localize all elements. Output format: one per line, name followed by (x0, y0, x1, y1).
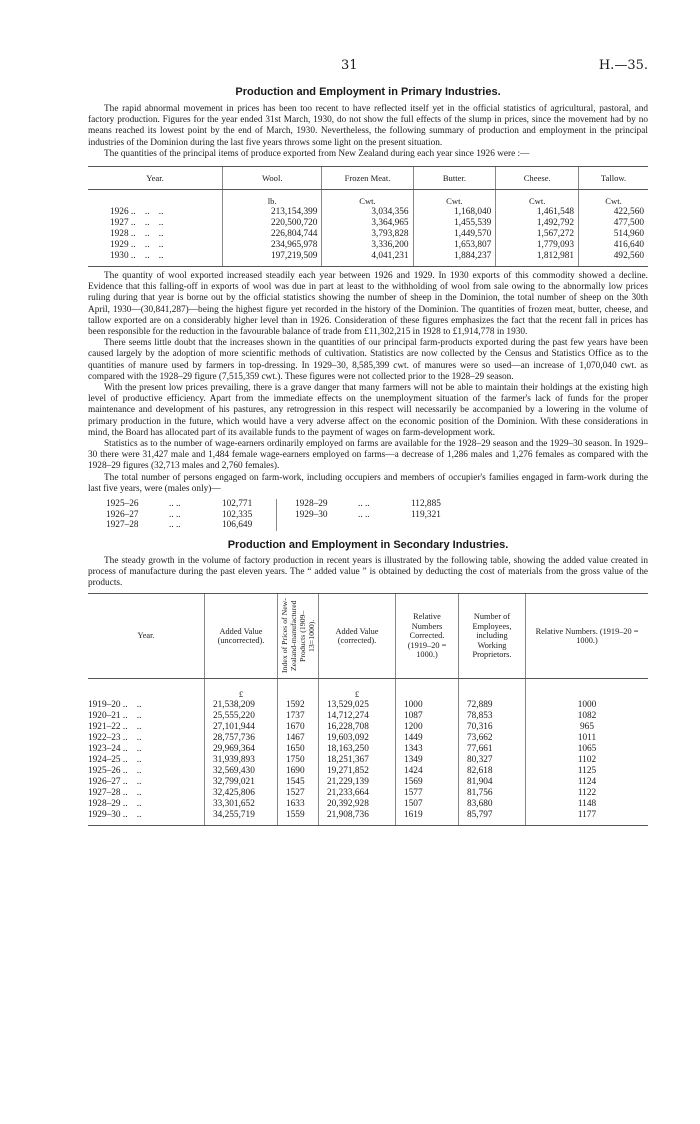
value-cell: 1690 (278, 766, 319, 777)
value-cell: 1569 (396, 777, 459, 788)
value-cell: 1,653,807 (413, 240, 496, 251)
year-cell: 1928 .. .. .. (110, 229, 164, 240)
value-cell: 1577 (396, 788, 459, 799)
value-cell: 73,662 (459, 733, 526, 744)
unit-cell (88, 190, 223, 208)
unit-cell (396, 679, 459, 701)
units-row (88, 679, 648, 701)
value-cell: 1000 (526, 700, 649, 711)
value-cell: 1,168,040 (413, 207, 496, 218)
value-cell: 16,228,708 (319, 722, 396, 733)
value-cell: 1,455,539 (413, 218, 496, 229)
value-cell: 3,793,828 (322, 229, 413, 240)
col-relative-numbers: Relative Numbers. (1919–20 = 1000.) (526, 594, 649, 679)
unit-cell (526, 679, 649, 701)
value-cell: 81,904 (459, 777, 526, 788)
col-tallow: Tallow. (579, 167, 648, 190)
factory-production-table (88, 593, 648, 826)
value-cell: 514,960 (579, 229, 648, 240)
value-cell: 416,640 (579, 240, 648, 251)
value-cell: 226,804,744 (223, 229, 322, 240)
value-cell: 1467 (278, 733, 319, 744)
wage-earners-paragraph: Statistics as to the number of wage-earners ordinarily employed on farms are available for the 1928–29 season and the 1929–30 season. In 1929–30 there were 31,427 male and 1,484 female wage-earners employed on farms—a decrease of 1,286 males and 1,276 females as compared with the 1928–29 figures (32,713 males and 2,760 females). (88, 439, 648, 472)
value-cell: 1122 (526, 788, 649, 799)
table-row (88, 711, 648, 722)
section-primary-title: Production and Employment in Primary Industries. (235, 86, 501, 98)
value-cell: 21,908,736 (319, 810, 396, 826)
spacer-cell (465, 510, 648, 521)
value-cell: 1000 (396, 700, 459, 711)
value-cell: 32,425,806 (205, 788, 278, 799)
value-cell: 81,756 (459, 788, 526, 799)
year-cell: 1919–20 .. .. (88, 700, 142, 711)
value-cell: 32,569,430 (205, 766, 278, 777)
year-cell: 1929 .. .. .. (110, 240, 164, 251)
count-cell: 119,321 (411, 509, 441, 520)
value-cell: 1592 (278, 700, 319, 711)
value-cell: 1011 (526, 733, 649, 744)
value-cell: 19,271,852 (319, 766, 396, 777)
table-row (88, 788, 648, 799)
leader-dots: .. .. (169, 499, 181, 510)
unit-cell: Cwt. (322, 190, 413, 208)
value-cell: 27,101,944 (205, 722, 278, 733)
value-cell: 234,965,978 (223, 240, 322, 251)
value-cell: 1349 (396, 755, 459, 766)
value-cell: 422,560 (579, 207, 648, 218)
exports-table (88, 166, 648, 267)
value-cell: 1750 (278, 755, 319, 766)
value-cell: 3,034,356 (322, 207, 413, 218)
value-cell: 21,538,209 (205, 700, 278, 711)
table-row (88, 810, 648, 826)
value-cell: 1,812,981 (496, 251, 579, 267)
value-cell: 1,461,548 (496, 207, 579, 218)
list-item (88, 510, 648, 521)
primary-intro-paragraph: The rapid abnormal movement in prices has been too recent to have reflected itself yet in the official statistics of agricultural, pastoral, and factory production. Figures for the year ended 31st March, 1930, do not show the full effects of the slump in prices, since the movement had by no means reached its lowest point by the end of March, 1930. Nevertheless, the following summary of production and employment in the principal industries of the Dominion during the last five years throws some light on the present situation. (88, 104, 648, 148)
col-relative-corrected: Relative Numbers Corrected. (1919–20 = 1000.) (396, 594, 459, 679)
value-cell: 70,316 (459, 722, 526, 733)
value-cell: 4,041,231 (322, 251, 413, 267)
unit-cell: £ (319, 679, 396, 701)
value-cell: 83,680 (459, 799, 526, 810)
value-cell: 1,492,792 (496, 218, 579, 229)
farm-work-paragraph: The total number of persons engaged on farm-work, including occupiers and members of occupier's families engaged in farm-work during the last five years, were (males only)— (88, 472, 648, 494)
count-cell: 112,885 (411, 499, 441, 510)
unit-cell (88, 679, 205, 701)
value-cell: 19,603,092 (319, 733, 396, 744)
unit-cell (459, 679, 526, 701)
value-cell: 1545 (278, 777, 319, 788)
unit-cell: Cwt. (413, 190, 496, 208)
value-cell: 1650 (278, 744, 319, 755)
list-item (88, 520, 648, 531)
table-row (88, 733, 648, 744)
low-prices-paragraph: With the present low prices prevailing, there is a grave danger that many farmers will not be able to maintain their holdings at the existing high level of productive efficiency. Apart from the immediate effects on the unemployment situation of the farmer's lack of funds for the proper maintenance and development of his pastures, any retrogression in this respect will necessarily be accompanied by a lowering in the volume of primary production in the future, which would have a very adverse affect on the economic position of the Dominion. With these considerations in mind, the Board has allocated part of its available funds to the payment of wages on farm-development work. (88, 383, 648, 438)
year-cell: 1923–24 .. .. (88, 744, 142, 755)
value-cell: 1200 (396, 722, 459, 733)
value-cell: 1065 (526, 744, 649, 755)
value-cell: 1633 (278, 799, 319, 810)
spacer-cell (465, 520, 648, 531)
col-added-value-corrected: Added Value (corrected). (319, 594, 396, 679)
value-cell: 21,229,139 (319, 777, 396, 788)
value-cell: 18,163,250 (319, 744, 396, 755)
units-row (88, 190, 648, 208)
table-row (88, 240, 648, 251)
value-cell: 1507 (396, 799, 459, 810)
value-cell: 18,251,367 (319, 755, 396, 766)
value-cell: 78,853 (459, 711, 526, 722)
leader-dots: .. .. (169, 520, 181, 531)
value-cell: 1177 (526, 810, 649, 826)
col-wool: Wool. (223, 167, 322, 190)
value-cell: 1,779,093 (496, 240, 579, 251)
value-cell: 1087 (396, 711, 459, 722)
unit-cell: Cwt. (496, 190, 579, 208)
season-cell: 1928–29 (277, 499, 355, 510)
value-cell: 1449 (396, 733, 459, 744)
exports-intro-paragraph: The quantities of the principal items of produce exported from New Zealand during each year since 1926 were :— (104, 148, 530, 159)
value-cell: 477,500 (579, 218, 648, 229)
season-cell: 1926–27 (106, 509, 139, 520)
value-cell: 13,529,025 (319, 700, 396, 711)
value-cell: 1148 (526, 799, 649, 810)
col-frozen-meat: Frozen Meat. (322, 167, 413, 190)
table-row (88, 229, 648, 240)
unit-cell: £ (205, 679, 278, 701)
count-cell (407, 520, 465, 531)
col-butter: Butter. (413, 167, 496, 190)
leader-dots: .. .. (358, 499, 370, 510)
value-cell: 1670 (278, 722, 319, 733)
value-cell: 33,301,652 (205, 799, 278, 810)
table-row (88, 722, 648, 733)
table-row (88, 799, 648, 810)
season-cell: 1929–30 (277, 510, 355, 521)
value-cell: 29,969,364 (205, 744, 278, 755)
year-cell: 1922–23 .. .. (88, 733, 142, 744)
document-reference: H.—35. (598, 58, 648, 73)
value-cell: 1559 (278, 810, 319, 826)
count-cell: 102,771 (222, 499, 253, 510)
wool-paragraph: The quantity of wool exported increased steadily each year between 1926 and 1929. In 1930 exports of this commodity showed a decline. Evidence that this falling-off in exports of wool was due in part at least to the withholding of wool from sale owing to the abnormally low prices ruling during that year is borne out by the official statistics showing the number of sheep in the Dominion, the total number of sheep on the 30th April, 1930—(30,841,287)—being the highest figure yet recorded in the history of the Dominion. The quantities of frozen meat, butter, cheese, and tallow exported are on a considerably higher level than in 1926. Consideration of these figures emphasizes the fact that the recent fall in prices has been responsible for the reduction in the favourable balance of trade from £11,302,215 in 1928 to £1,914,778 in 1930. (88, 271, 648, 338)
value-cell: 82,618 (459, 766, 526, 777)
season-cell: 1925–26 (106, 499, 139, 510)
table-row (88, 700, 648, 711)
col-price-index (278, 594, 319, 679)
value-cell: 220,500,720 (223, 218, 322, 229)
table-row (88, 207, 648, 218)
value-cell: 213,154,399 (223, 207, 322, 218)
unit-cell: Cwt. (579, 190, 648, 208)
year-cell: 1926–27 .. .. (88, 777, 142, 788)
leader-dots: .. .. (169, 509, 181, 520)
value-cell: 72,889 (459, 700, 526, 711)
exports-table-header (88, 167, 648, 190)
year-cell: 1920–21 .. .. (88, 711, 142, 722)
value-cell: 85,797 (459, 810, 526, 826)
value-cell: 31,939,893 (205, 755, 278, 766)
value-cell: 1125 (526, 766, 649, 777)
year-cell: 1925–26 .. .. (88, 766, 142, 777)
col-cheese: Cheese. (496, 167, 579, 190)
value-cell: 1082 (526, 711, 649, 722)
year-cell: 1927–28 .. .. (88, 788, 142, 799)
value-cell: 1527 (278, 788, 319, 799)
year-cell: 1929–30 .. .. (88, 810, 205, 826)
value-cell: 1,449,570 (413, 229, 496, 240)
value-cell: 1343 (396, 744, 459, 755)
value-cell: 28,757,736 (205, 733, 278, 744)
value-cell: 3,364,965 (322, 218, 413, 229)
unit-cell: lb. (223, 190, 322, 208)
value-cell: 21,233,664 (319, 788, 396, 799)
year-cell: 1928–29 .. .. (88, 799, 142, 810)
page-number: 31 (341, 58, 358, 73)
year-cell: 1921–22 .. .. (88, 722, 142, 733)
col-added-value-uncorrected: Added Value (uncorrected). (205, 594, 278, 679)
value-cell: 20,392,928 (319, 799, 396, 810)
leader-dots: .. .. (358, 509, 370, 520)
value-cell: 492,560 (579, 251, 648, 267)
year-cell: 1926 .. .. .. (110, 207, 164, 218)
table-row (88, 218, 648, 229)
value-cell: 1,567,272 (496, 229, 579, 240)
season-cell (277, 520, 355, 531)
col-employees: Number of Employees, including Working Proprietors. (459, 594, 526, 679)
leader-dots (354, 520, 407, 531)
value-cell: 197,219,509 (223, 251, 322, 267)
year-cell: 1927 .. .. .. (110, 218, 164, 229)
value-cell: 1619 (396, 810, 459, 826)
value-cell: 80,327 (459, 755, 526, 766)
season-cell: 1927–28 (106, 520, 139, 531)
value-cell: 14,712,274 (319, 711, 396, 722)
year-cell: 1930 .. .. .. (88, 251, 223, 267)
table-row (88, 251, 648, 267)
factory-table-header (88, 594, 648, 679)
value-cell: 3,336,200 (322, 240, 413, 251)
value-cell: 32,799,021 (205, 777, 278, 788)
section-secondary-title: Production and Employment in Secondary Industries. (227, 538, 509, 551)
col-year: Year. (88, 594, 205, 679)
table-row (88, 777, 648, 788)
value-cell: 1102 (526, 755, 649, 766)
unit-cell (278, 679, 319, 701)
secondary-intro-paragraph: The steady growth in the volume of factory production in recent years is illustrated by the following table, showing the added value created in process of manufacture during the past eleven years. The “ added value ” is obtained by deducting the cost of materials from the gross value of the products. (88, 555, 648, 588)
col-year: Year. (88, 167, 223, 190)
value-cell: 77,661 (459, 744, 526, 755)
spacer-cell (465, 499, 648, 510)
price-index-label: Index of Prices of New-Zealand-manufactured Products (1909–13=1000). (280, 598, 316, 674)
page-header (88, 58, 648, 74)
value-cell: 1737 (278, 711, 319, 722)
value-cell: 965 (526, 722, 649, 733)
count-cell: 102,335 (222, 509, 253, 520)
value-cell: 1,884,237 (413, 251, 496, 267)
value-cell: 25,555,220 (205, 711, 278, 722)
table-row (88, 744, 648, 755)
count-cell: 106,649 (222, 520, 253, 531)
farm-workers-table (88, 499, 648, 531)
year-cell: 1924–25 .. .. (88, 755, 142, 766)
list-item (88, 499, 648, 510)
page-body (88, 86, 648, 826)
value-cell: 1424 (396, 766, 459, 777)
value-cell: 1124 (526, 777, 649, 788)
table-row (88, 766, 648, 777)
table-row (88, 755, 648, 766)
manure-paragraph: There seems little doubt that the increases shown in the quantities of our principal farm-products exported during the past few years have been caused largely by the adoption of more scientific methods of cultivation. Statistics are now collected by the Census and Statistics Office as to the quantities of manure used by farmers in top-dressing. In 1929–30, 8,585,399 cwt. of manures were so used—an increase of 1,070,040 cwt. as compared with the 1928–29 figure (7,515,359 cwt.). These figures were not collected prior to the 1928–29 season. (88, 338, 648, 382)
value-cell: 34,255,719 (205, 810, 278, 826)
